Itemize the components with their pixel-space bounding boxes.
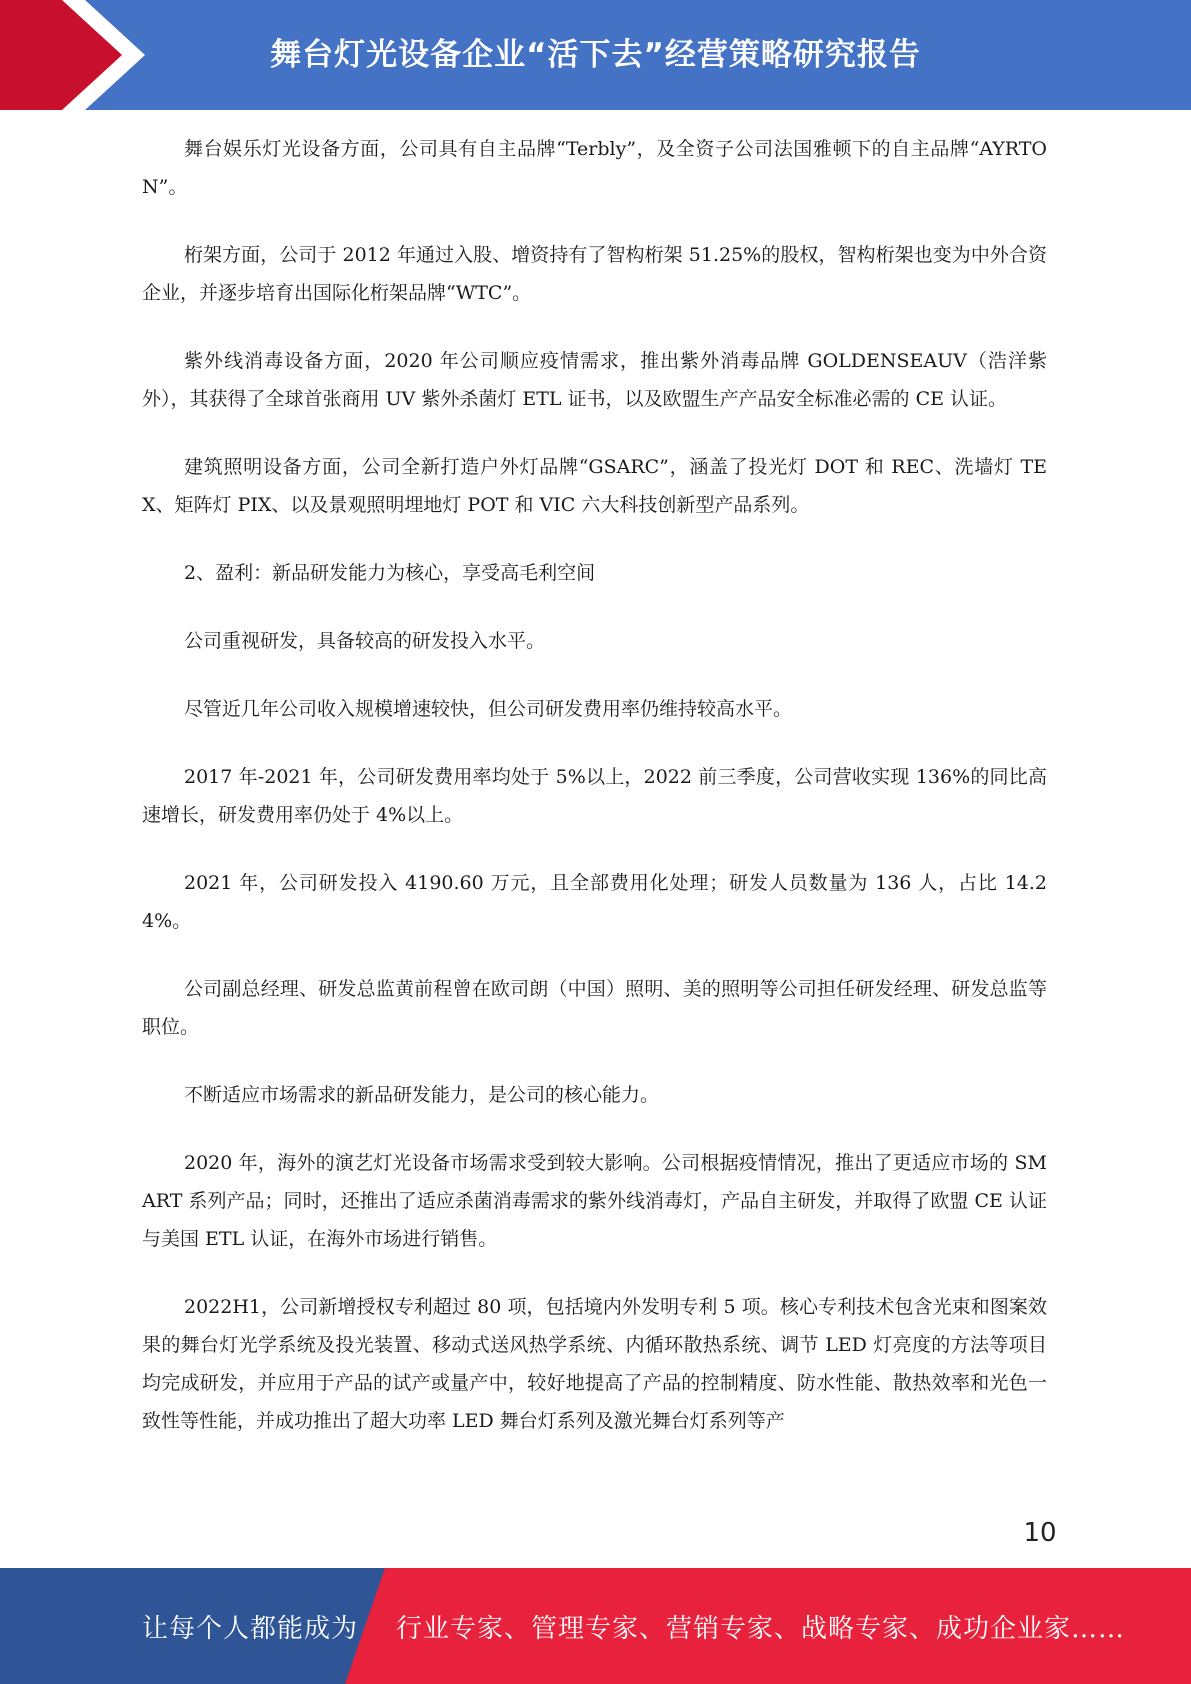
paragraph: 建筑照明设备方面，公司全新打造户外灯品牌“GSARC”，涵盖了投光灯 DOT 和 REC、洗墙灯 TEX、矩阵灯 PIX、以及景观照明埋地灯 POT 和 VIC 六大科技创新型产品系列。 — [142, 456, 1047, 516]
footer-slogan-left: 让每个人都能成为 — [142, 1613, 359, 1644]
report-body — [142, 130, 1047, 1470]
page-number: 10 — [1023, 1518, 1057, 1548]
paragraph: 紫外线消毒设备方面，2020 年公司顺应疫情需求，推出紫外消毒品牌 GOLDENSEAUV（浩洋紫外），其获得了全球首张商用 UV 紫外杀菌灯 ETL 证书，以及欧盟生产产品安全标准必需的 CE 认证。 — [142, 350, 1047, 410]
paragraph: 2017 年-2021 年，公司研发费用率均处于 5%以上，2022 前三季度，公司营收实现 136%的同比高速增长，研发费用率仍处于 4%以上。 — [142, 766, 1047, 826]
paragraph: 公司重视研发，具备较高的研发投入水平。 — [184, 630, 546, 652]
paragraph: 2022H1，公司新增授权专利超过 80 项，包括境内外发明专利 5 项。核心专利技术包含光束和图案效果的舞台灯光学系统及投光装置、移动式送风热学系统、内循环散热系统、调节 LED 灯亮度的方法等项目均完成研发，并应用于产品的试产或量产中，较好地提高了产品的控制精度、防水性能、散热效率和光色一致性等性能，并成功推出了超大功率 LED 舞台灯系列及激光舞台灯系列等产 — [142, 1296, 1047, 1432]
footer-slogan-right: 行业专家、管理专家、营销专家、战略专家、成功企业家…… — [396, 1613, 1126, 1644]
paragraph: 不断适应市场需求的新品研发能力，是公司的核心能力。 — [184, 1084, 660, 1106]
paragraph: 尽管近几年公司收入规模增速较快，但公司研发费用率仍维持较高水平。 — [184, 698, 793, 720]
paragraph: 公司副总经理、研发总监黄前程曾在欧司朗（中国）照明、美的照明等公司担任研发经理、研发总监等职位。 — [142, 978, 1047, 1038]
footer-banner — [0, 1568, 1191, 1684]
header-banner — [0, 0, 1191, 110]
paragraph: 桁架方面，公司于 2012 年通过入股、增资持有了智构桁架 51.25%的股权，智构桁架也变为中外合资企业，并逐步培育出国际化桁架品牌“WTC”。 — [142, 244, 1047, 304]
paragraph: 2020 年，海外的演艺灯光设备市场需求受到较大影响。公司根据疫情情况，推出了更适应市场的 SMART 系列产品；同时，还推出了适应杀菌消毒需求的紫外线消毒灯，产品自主研发，并取得了欧盟 CE 认证与美国 ETL 认证，在海外市场进行销售。 — [142, 1152, 1047, 1250]
page-title: 舞台灯光设备企业“活下去”经营策略研究报告 — [270, 36, 921, 73]
paragraph: 2021 年，公司研发投入 4190.60 万元，且全部费用化处理；研发人员数量为 136 人，占比 14.24%。 — [142, 872, 1047, 932]
header-arrow-decoration — [0, 0, 150, 110]
section-heading: 2、盈利：新品研发能力为核心，享受高毛利空间 — [184, 562, 596, 584]
paragraph: 舞台娱乐灯光设备方面，公司具有自主品牌“Terbly”，及全资子公司法国雅顿下的自主品牌“AYRTON”。 — [142, 138, 1047, 198]
